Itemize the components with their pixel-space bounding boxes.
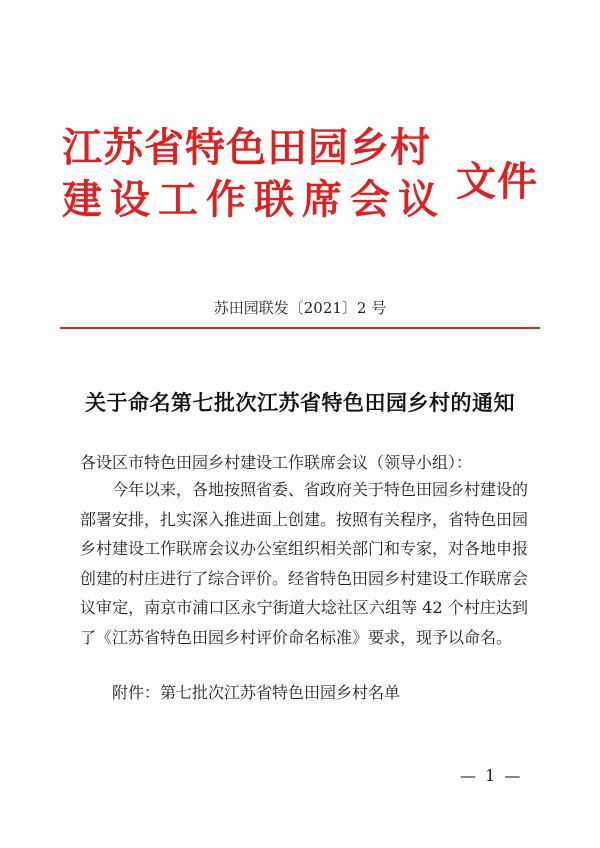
document-title: 关于命名第七批次江苏省特色田园乡村的通知: [85, 390, 515, 415]
document-type-label: 文件: [456, 159, 538, 205]
page-number: — 1 —: [460, 766, 523, 785]
body-paragraph: 今年以来，各地按照省委、省政府关于特色田园乡村建设的部署安排，扎实深入推进面上创建。按照有关程序，省特色田园乡村建设工作联席会议办公室组织相关部门和专家，对各地申报创建的村庄进行了综合评价。经省特色田园乡村建设工作联席会议审定，南京市浦口区永宁街道大埝社区六组等 42 个村庄达到了《江苏省特色田园乡村评价命名标准》要求，现予以命名。: [80, 480, 529, 647]
attachment-note: 附件：第七批次江苏省特色田园乡村名单: [112, 683, 401, 702]
issuing-authority: [62, 122, 462, 226]
red-divider-line: [60, 327, 540, 329]
issuing-authority-line-2: 建设工作联席会议: [62, 177, 446, 223]
salutation: 各设区市特色田园乡村建设工作联席会议（领导小组）：: [80, 453, 473, 472]
issuing-authority-line-1: 江苏省特色田园乡村: [62, 125, 431, 171]
document-number: 苏田园联发〔2021〕2 号: [213, 299, 387, 317]
